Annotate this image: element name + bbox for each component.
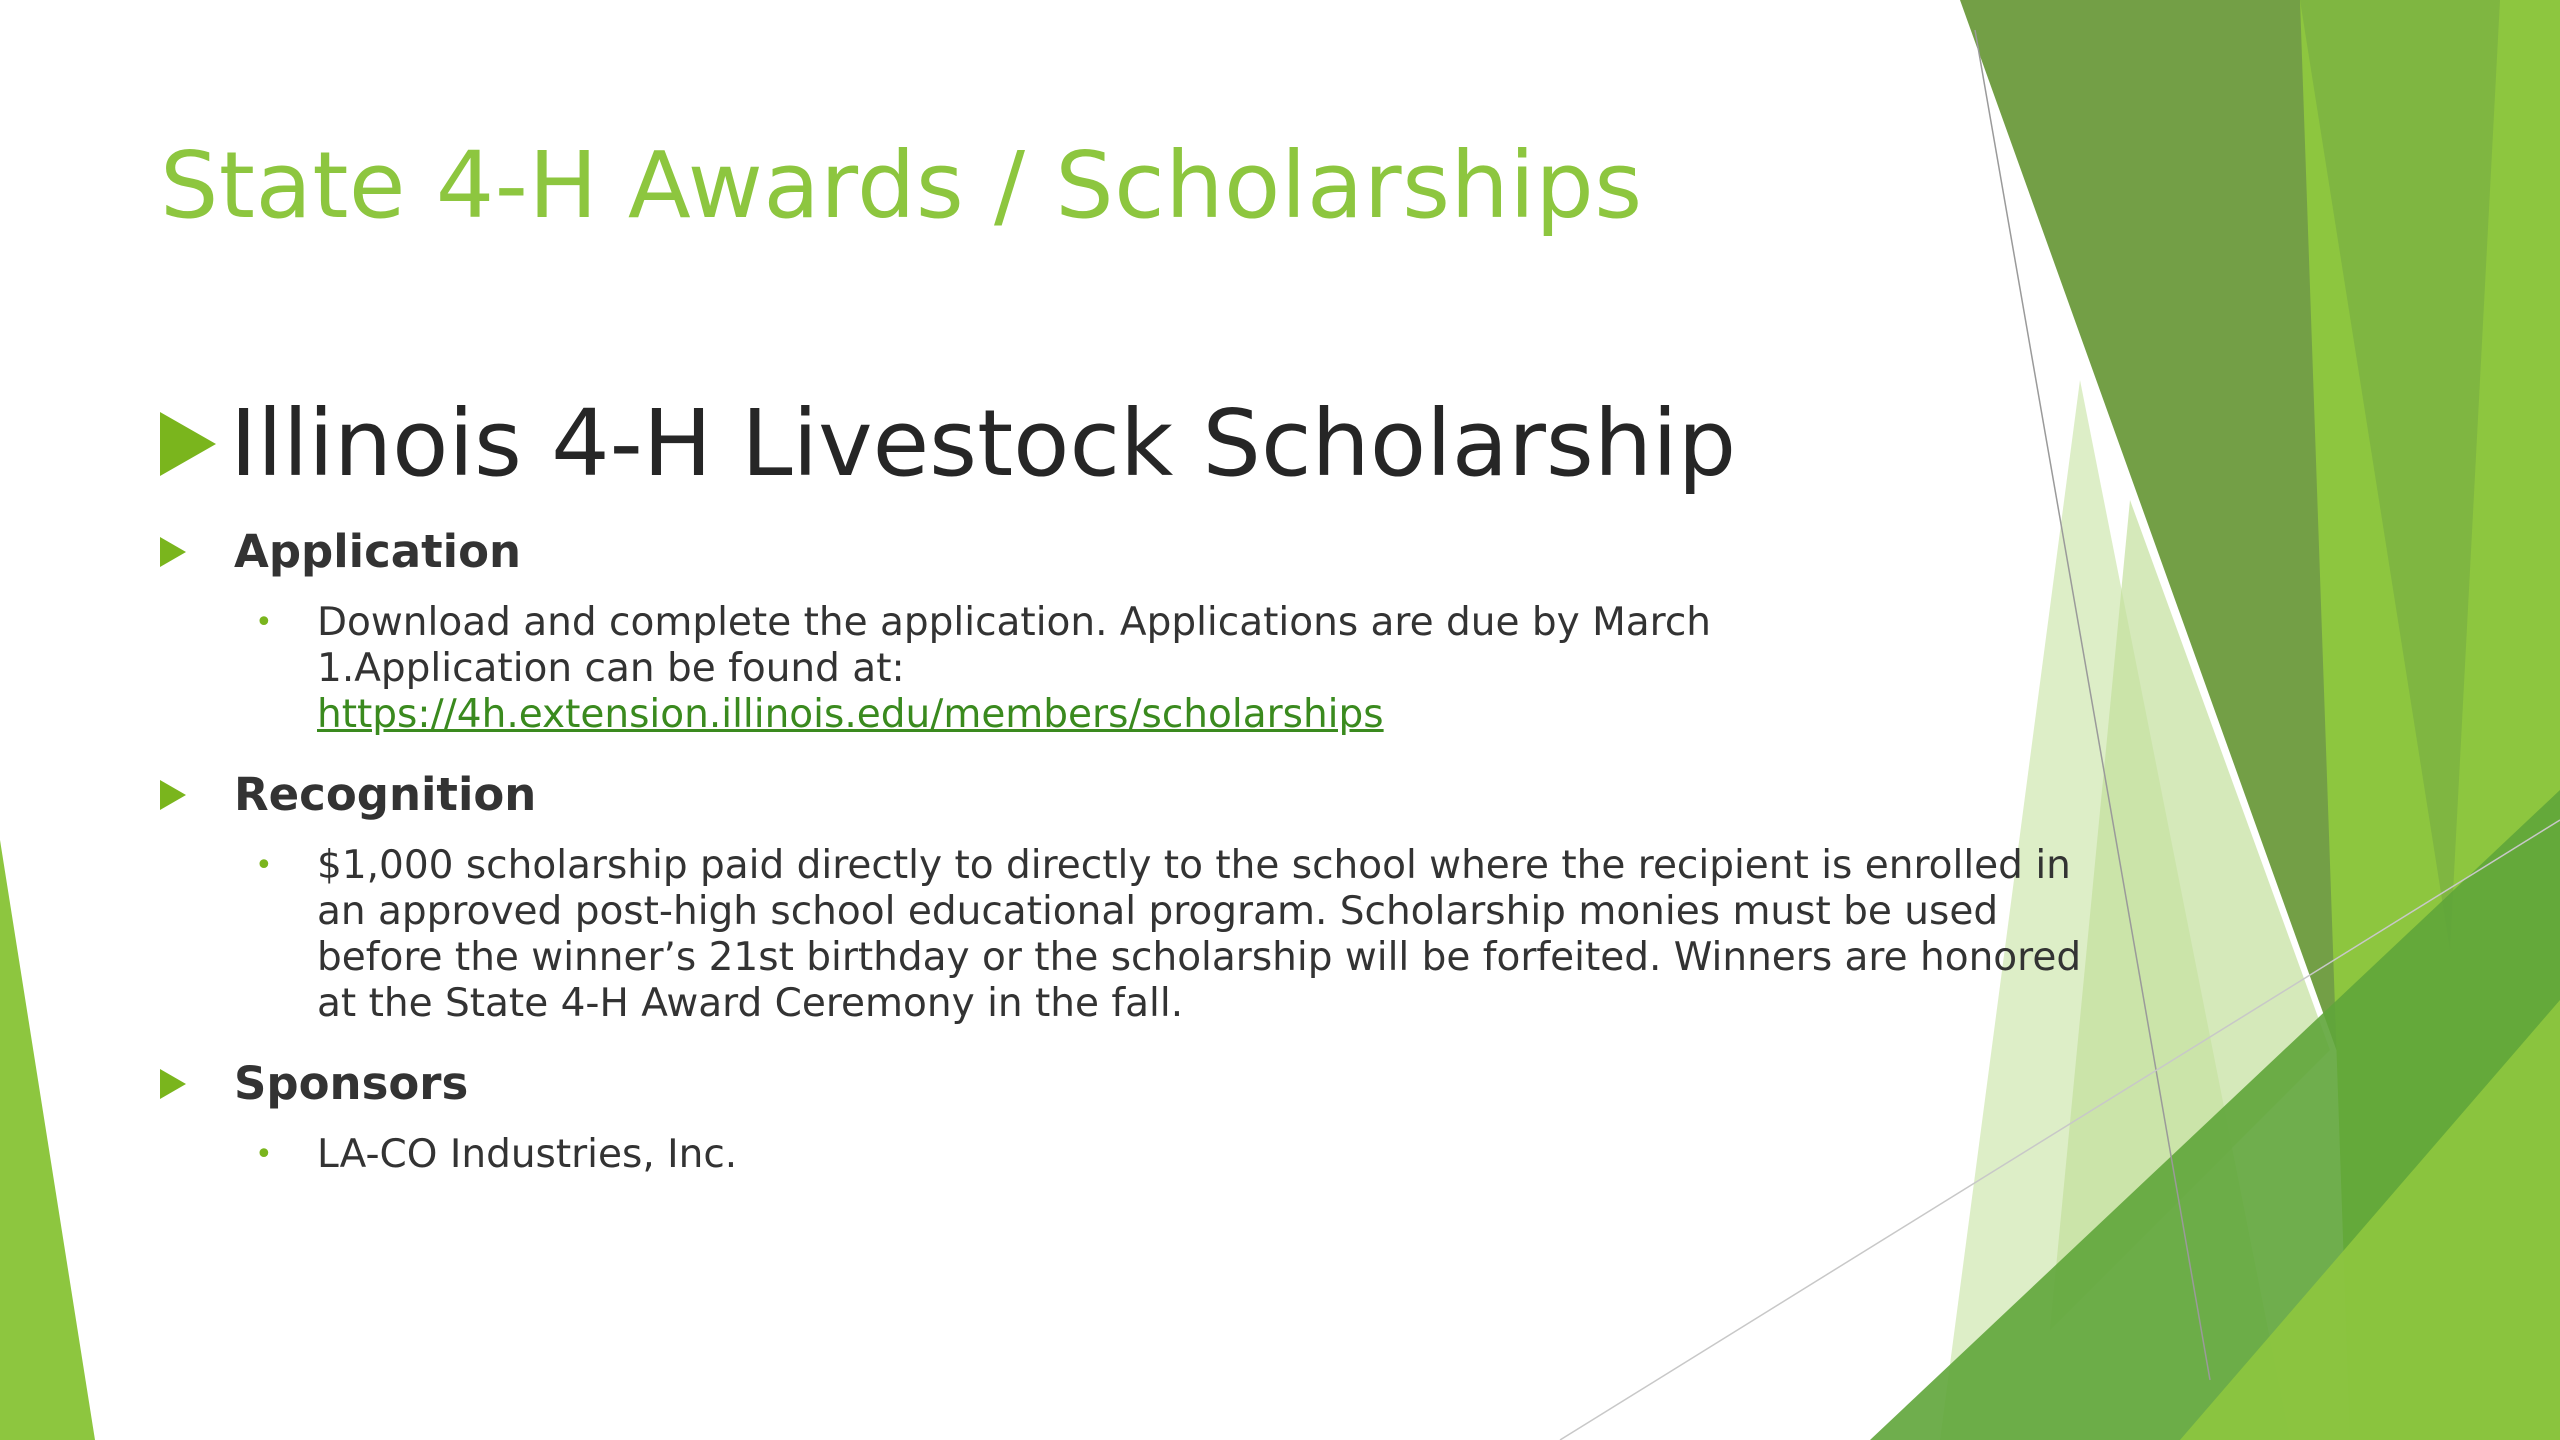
bullet-application xyxy=(255,600,1877,738)
bullet-recognition xyxy=(255,843,2107,1027)
left-green-sliver xyxy=(0,840,95,1440)
section-sponsors xyxy=(160,1057,1877,1178)
recognition-text: $1,000 scholarship paid directly to directly to the school where the recipient is enrolled in an approved post-high school educational program. Scholarship monies must be used before the winner’s 21st birthday or the scholarship will be forfeited. Winners are honored at the State 4-H Award Ceremony in the fall. xyxy=(317,843,2082,1026)
sponsor-text: LA-CO Industries, Inc. xyxy=(317,1132,738,1177)
dot-bullet-icon: • xyxy=(255,848,273,883)
main-heading xyxy=(160,390,1736,497)
section-label-sponsors: Sponsors xyxy=(234,1057,469,1110)
triangle-bullet-icon xyxy=(160,780,186,810)
section-header xyxy=(160,525,1877,578)
bullet-sponsors xyxy=(255,1132,1877,1178)
section-application xyxy=(160,525,1877,738)
scholarship-link[interactable]: https://4h.extension.illinois.edu/members/scholarships xyxy=(317,692,1384,737)
application-text: Download and complete the application. Applications are due by March 1.Application can be found at: xyxy=(317,600,1711,691)
main-heading-text: Illinois 4-H Livestock Scholarship xyxy=(230,390,1737,497)
dot-bullet-icon: • xyxy=(255,1137,273,1172)
triangle-bullet-icon xyxy=(160,537,186,567)
section-label-recognition: Recognition xyxy=(234,768,537,821)
section-header xyxy=(160,1057,1877,1110)
triangle-bullet-icon xyxy=(160,412,216,476)
section-label-application: Application xyxy=(234,525,522,578)
section-header xyxy=(160,768,2107,821)
slide-title: State 4-H Awards / Scholarships xyxy=(160,132,1643,239)
dot-bullet-icon: • xyxy=(255,605,273,640)
section-recognition xyxy=(160,768,2107,1027)
triangle-bullet-icon xyxy=(160,1069,186,1099)
